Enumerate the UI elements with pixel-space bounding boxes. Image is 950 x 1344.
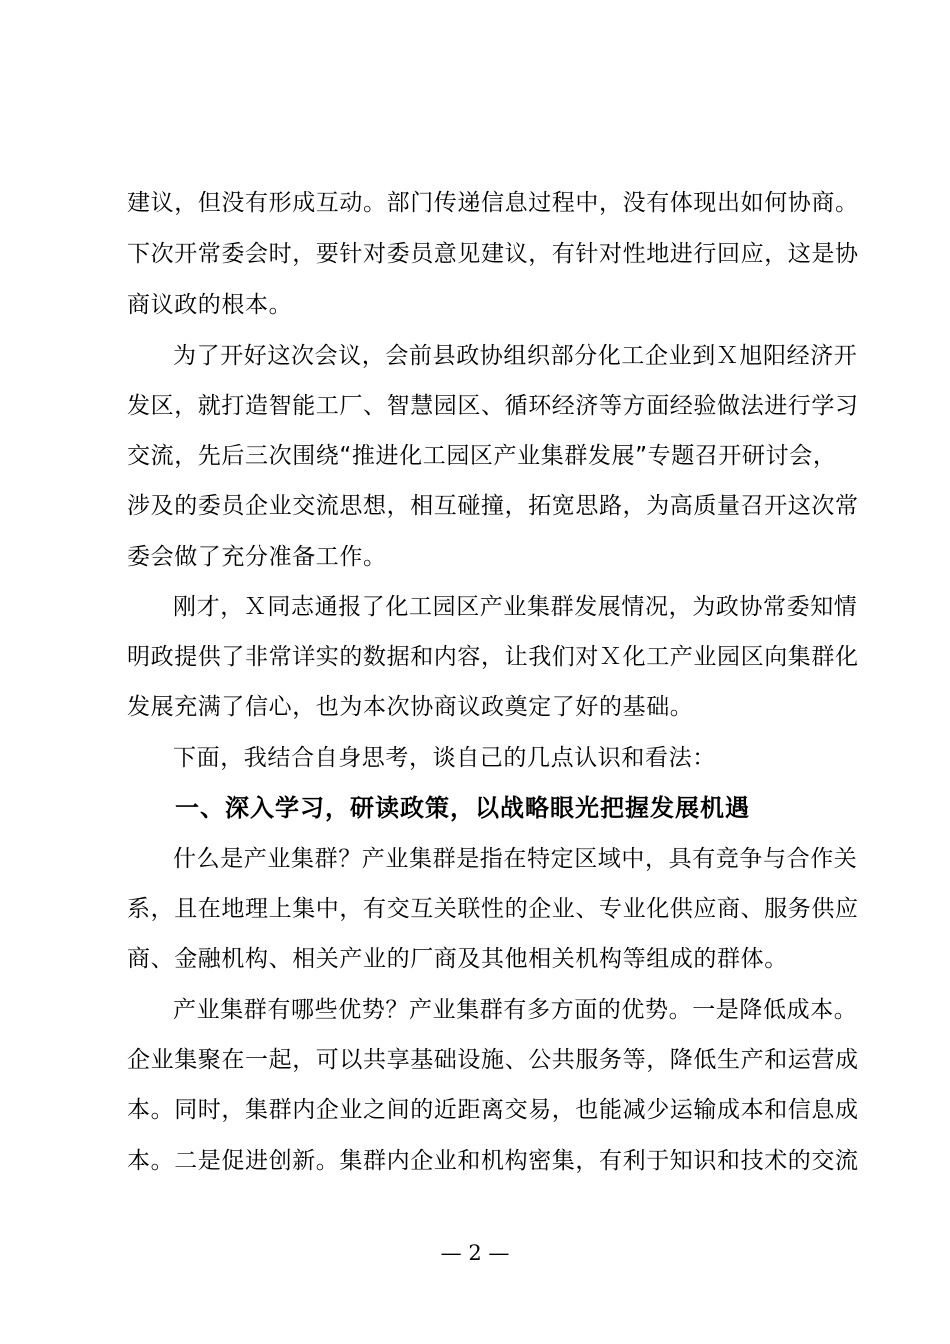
paragraph-line: 涉及的委员企业交流思想，相互碰撞，拓宽思路，为高质量召开这次常 xyxy=(127,493,859,519)
paragraph-line: 刚才，Ｘ同志通报了化工园区产业集群发展情况，为政协常委知情 xyxy=(173,594,858,620)
paragraph-line: 商议政的根本。 xyxy=(127,292,293,318)
paragraph-line: 发区，就打造智能工厂、智慧园区、循环经济等方面经验做法进行学习 xyxy=(127,393,859,419)
paragraph-line: 商、金融机构、相关产业的厂商及其他相关机构等组成的群体。 xyxy=(127,946,788,972)
paragraph-line: 本。二是促进创新。集群内企业和机构密集，有利于知识和技术的交流 xyxy=(127,1148,859,1174)
paragraph-line: 产业集群有哪些优势？产业集群有多方面的优势。一是降低成本。 xyxy=(173,997,858,1023)
paragraph-line: 建议，但没有形成互动。部门传递信息过程中，没有体现出如何协商。 xyxy=(127,190,859,216)
paragraph-line: 系，且在地理上集中，有交互关联性的企业、专业化供应商、服务供应 xyxy=(127,896,859,922)
section-heading: 一、深入学习，研读政策，以战略眼光把握发展机遇 xyxy=(175,794,750,822)
page-number: — 2 — xyxy=(440,1241,510,1265)
paragraph-line: 交流，先后三次围绕“推进化工园区产业集群发展”专题召开研讨会， xyxy=(127,443,837,469)
paragraph-line: 为了开好这次会议，会前县政协组织部分化工企业到Ｘ旭阳经济开 xyxy=(173,343,858,369)
paragraph-line: 委会做了充分准备工作。 xyxy=(127,544,387,570)
paragraph-line: 明政提供了非常详实的数据和内容，让我们对Ｘ化工产业园区向集群化 xyxy=(127,644,859,670)
paragraph-line: 发展充满了信心，也为本次协商议政奠定了好的基础。 xyxy=(127,694,694,720)
paragraph-line: 下次开常委会时，要针对委员意见建议，有针对性地进行回应，这是协 xyxy=(127,241,859,267)
paragraph-line: 什么是产业集群？产业集群是指在特定区域中，具有竞争与合作关 xyxy=(173,846,858,872)
paragraph-line: 下面，我结合自身思考，谈自己的几点认识和看法： xyxy=(173,745,716,771)
paragraph-line: 企业集聚在一起，可以共享基础设施、公共服务等，降低生产和运营成 xyxy=(127,1047,859,1073)
paragraph-line: 本。同时，集群内企业之间的近距离交易，也能减少运输成本和信息成 xyxy=(127,1097,859,1123)
